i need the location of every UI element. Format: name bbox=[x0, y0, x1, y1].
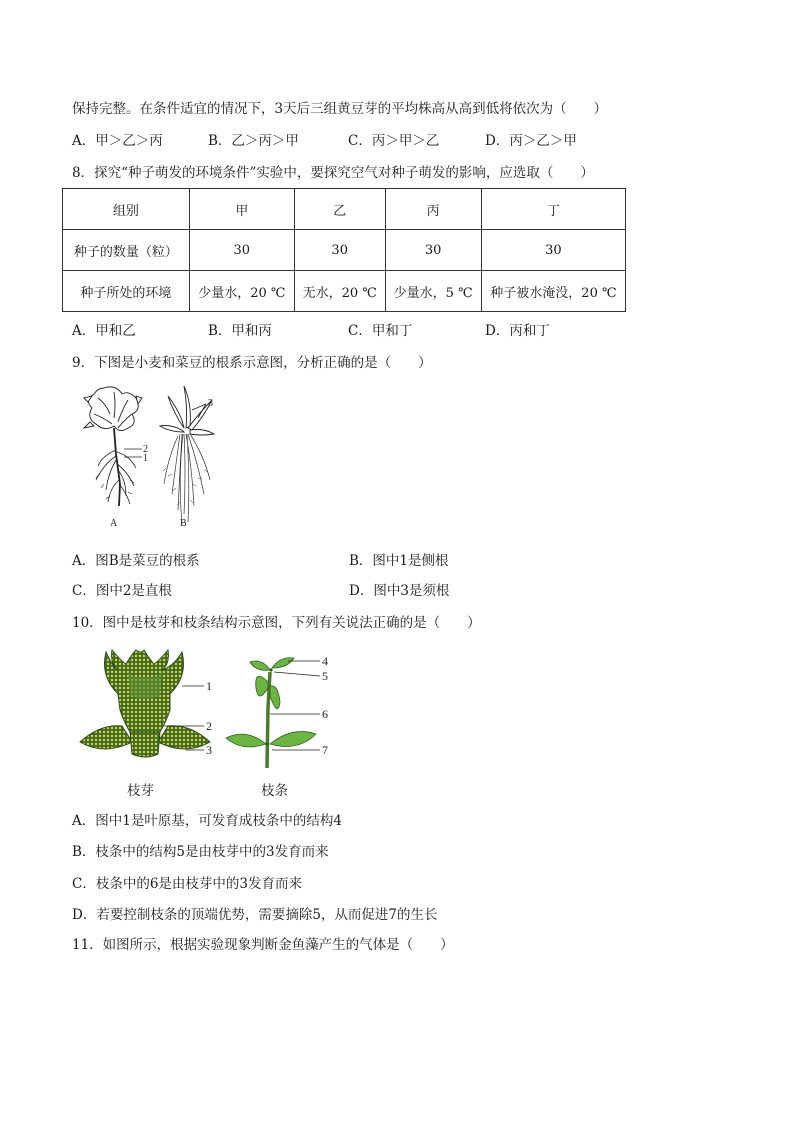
q9-option-c[interactable]: C．图中2是直根 bbox=[72, 583, 172, 599]
table-cell: 30 bbox=[481, 230, 625, 271]
q9-option-b[interactable]: B．图中1是侧根 bbox=[349, 553, 449, 569]
table-row bbox=[63, 271, 626, 312]
q9-stem: 9．下图是小麦和菜豆的根系示意图，分析正确的是（ ） bbox=[72, 355, 432, 371]
root-label-a: A bbox=[110, 518, 118, 529]
table-header-row bbox=[63, 189, 626, 230]
table-header-cell: 丙 bbox=[385, 189, 481, 230]
q9-options-row2 bbox=[72, 582, 772, 600]
table-cell: 30 bbox=[294, 230, 385, 271]
q7-option-d[interactable]: D．丙＞乙＞甲 bbox=[485, 133, 577, 149]
taproot-plant-a bbox=[84, 387, 142, 506]
table-cell: 无水，20 ℃ bbox=[294, 271, 385, 312]
q10-option-b[interactable]: B．枝条中的结构5是由枝芽中的3发育而来 bbox=[72, 844, 329, 860]
root-system-figure bbox=[80, 384, 230, 534]
q7-option-b[interactable]: B．乙＞丙＞甲 bbox=[208, 133, 299, 149]
table-header-cell: 乙 bbox=[294, 189, 385, 230]
table-header-cell: 甲 bbox=[189, 189, 294, 230]
branch-number-6: 6 bbox=[322, 707, 328, 721]
table-cell: 种子被水淹没，20 ℃ bbox=[481, 271, 625, 312]
bud-number-3: 3 bbox=[206, 743, 212, 757]
root-number-3: 3 bbox=[208, 398, 213, 409]
q9-option-a[interactable]: A．图B是菜豆的根系 bbox=[72, 553, 200, 569]
bud-diagram bbox=[70, 646, 230, 766]
q9-option-d[interactable]: D．图中3是须根 bbox=[349, 583, 450, 599]
q8-option-c[interactable]: C．甲和丁 bbox=[348, 323, 413, 339]
table-cell: 种子所处的环境 bbox=[63, 271, 190, 312]
fibrous-root-plant-b bbox=[160, 386, 214, 524]
q8-stem: 8．探究“种子萌发的环境条件”实验中，要探究空气对种子萌发的影响，应选取（ ） bbox=[72, 165, 594, 181]
root-label-b: B bbox=[180, 518, 187, 529]
root-number-2: 2 bbox=[143, 444, 148, 455]
q10-stem: 10．图中是枝芽和枝条结构示意图，下列有关说法正确的是（ ） bbox=[72, 615, 481, 631]
q7-option-a[interactable]: A．甲＞乙＞丙 bbox=[72, 133, 163, 149]
q7-option-c[interactable]: C．丙＞甲＞乙 bbox=[348, 133, 440, 149]
bud-number-1: 1 bbox=[206, 679, 212, 693]
branch-caption: 枝条 bbox=[261, 783, 288, 799]
q7-options bbox=[72, 132, 772, 150]
q8-experiment-table bbox=[62, 188, 626, 312]
q9-options-row1 bbox=[72, 552, 772, 570]
root-number-1: 1 bbox=[143, 453, 148, 464]
q8-option-b[interactable]: B．甲和丙 bbox=[208, 323, 272, 339]
branch-number-4: 4 bbox=[322, 654, 328, 668]
bud-illustration bbox=[80, 650, 210, 757]
q8-option-a[interactable]: A．甲和乙 bbox=[72, 323, 136, 339]
table-cell: 30 bbox=[189, 230, 294, 271]
table-row bbox=[63, 230, 626, 271]
table-header-cell: 组别 bbox=[63, 189, 190, 230]
bud-caption: 枝芽 bbox=[127, 783, 154, 799]
table-cell: 种子的数量（粒） bbox=[63, 230, 190, 271]
branch-number-5: 5 bbox=[322, 669, 328, 683]
table-header-cell: 丁 bbox=[481, 189, 625, 230]
q10-option-a[interactable]: A．图中1是叶原基，可发育成枝条中的结构4 bbox=[72, 813, 342, 829]
branch-number-7: 7 bbox=[322, 743, 328, 757]
q8-option-d[interactable]: D．丙和丁 bbox=[485, 323, 550, 339]
q8-options bbox=[72, 322, 772, 340]
q10-option-c[interactable]: C．枝条中的6是由枝芽中的3发育而来 bbox=[72, 876, 303, 892]
branch-diagram bbox=[222, 648, 342, 768]
q11-stem: 11．如图所示，根据实验现象判断金鱼藻产生的气体是（ ） bbox=[72, 937, 454, 953]
q10-option-d[interactable]: D．若要控制枝条的顶端优势，需要摘除5，从而促进7的生长 bbox=[72, 907, 438, 923]
table-cell: 少量水，20 ℃ bbox=[189, 271, 294, 312]
table-cell: 少量水，5 ℃ bbox=[385, 271, 481, 312]
table-cell: 30 bbox=[385, 230, 481, 271]
bud-number-2: 2 bbox=[206, 719, 212, 733]
q7-stem-tail: 保持完整。在条件适宜的情况下，3天后三组黄豆芽的平均株高从高到低将依次为（ ） bbox=[72, 101, 608, 117]
